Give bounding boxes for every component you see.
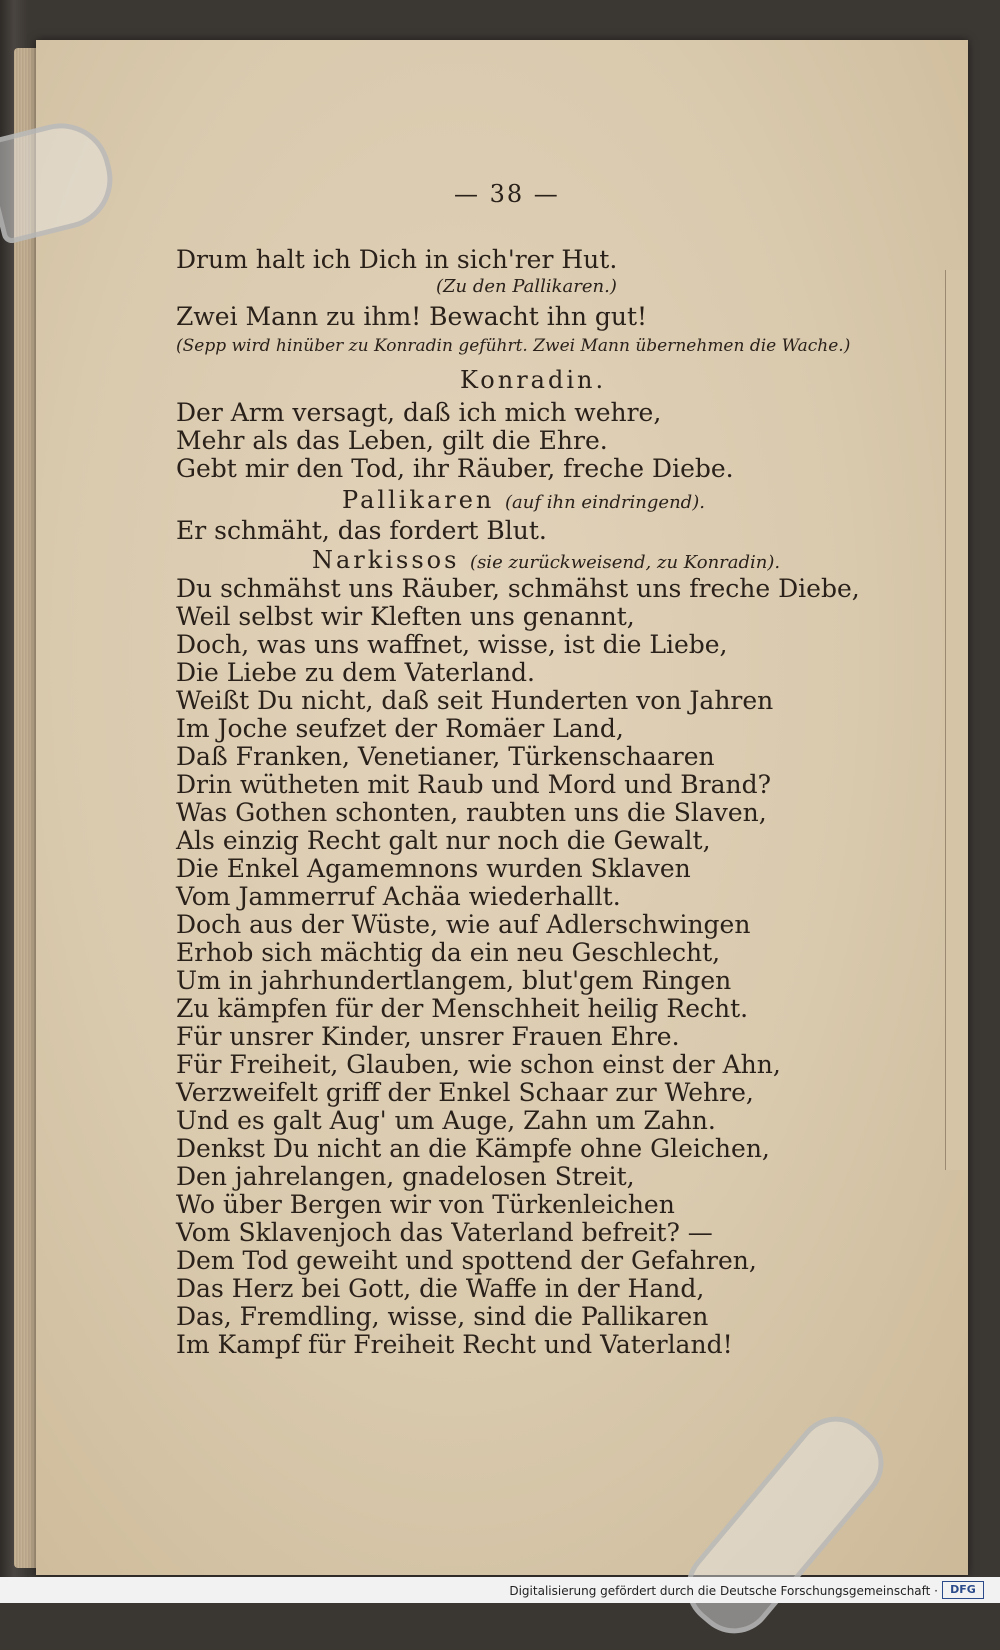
speaker-line (342, 486, 705, 514)
verse-line: Er schmäht, das fordert Blut. (176, 516, 547, 545)
verse-line: Du schmähst uns Räuber, schmähst uns freche Diebe, (176, 574, 860, 603)
stage-direction: (auf ihn eindringend). (505, 492, 705, 513)
verse-line: Die Liebe zu dem Vaterland. (176, 658, 535, 687)
verse-line: Drum halt ich Dich in sich'rer Hut. (176, 245, 618, 274)
verse-line: Dem Tod geweiht und spottend der Gefahren, (176, 1246, 757, 1275)
verse-line: Um in jahrhundertlangem, blut'gem Ringen (176, 966, 732, 995)
verse-line: Wo über Bergen wir von Türkenleichen (176, 1190, 675, 1219)
verse-line: Mehr als das Leben, gilt die Ehre. (176, 426, 608, 455)
speaker-name: Konradin. (460, 366, 607, 394)
verse-line: Drin wütheten mit Raub und Mord und Brand? (176, 770, 772, 799)
dfg-logo: DFG (942, 1581, 984, 1599)
verse-line: Doch aus der Wüste, wie auf Adlerschwingen (176, 910, 751, 939)
verse-line: Vom Jammerruf Achäa wiederhallt. (176, 882, 621, 911)
verse-line: Das, Fremdling, wisse, sind die Pallikaren (176, 1302, 709, 1331)
verse-line: Im Kampf für Freiheit Recht und Vaterland! (176, 1330, 733, 1359)
verse-line: Im Joche seufzet der Romäer Land, (176, 714, 624, 743)
verse-line: Vom Sklavenjoch das Vaterland befreit? — (176, 1218, 713, 1247)
verse-line: Denkst Du nicht an die Kämpfe ohne Gleichen, (176, 1134, 770, 1163)
verse-line: Das Herz bei Gott, die Waffe in der Hand, (176, 1274, 705, 1303)
verse-line: Für Freiheit, Glauben, wie schon einst der Ahn, (176, 1050, 781, 1079)
stage-direction: (Zu den Pallikaren.) (436, 276, 617, 297)
speaker-name: Pallikaren (342, 486, 495, 514)
verse-line: Gebt mir den Tod, ihr Räuber, freche Diebe. (176, 454, 734, 483)
verse-line: Für unsrer Kinder, unsrer Frauen Ehre. (176, 1022, 680, 1051)
verse-line: Verzweifelt griff der Enkel Schaar zur Wehre, (176, 1078, 754, 1107)
verse-line: Die Enkel Agamemnons wurden Sklaven (176, 854, 691, 883)
page-text (36, 40, 968, 1575)
speaker-line (312, 546, 780, 574)
verse-line: Zu kämpfen für der Menschheit heilig Recht. (176, 994, 749, 1023)
digitization-footer (0, 1577, 1000, 1603)
verse-line: Weißt Du nicht, daß seit Hunderten von Jahren (176, 686, 774, 715)
verse-line: Und es galt Aug' um Auge, Zahn um Zahn. (176, 1106, 716, 1135)
book-page (36, 40, 968, 1575)
stage-direction: (Sepp wird hinüber zu Konradin geführt. Zwei Mann übernehmen die Wache.) (176, 336, 851, 356)
verse-line: Den jahrelangen, gnadelosen Streit, (176, 1162, 635, 1191)
verse-line: Zwei Mann zu ihm! Bewacht ihn gut! (176, 302, 648, 331)
verse-line: Weil selbst wir Kleften uns genannt, (176, 602, 635, 631)
funding-notice: Digitalisierung gefördert durch die Deutsche Forschungsgemeinschaft · (509, 1584, 938, 1598)
verse-line: Als einzig Recht galt nur noch die Gewalt, (176, 826, 711, 855)
verse-line: Der Arm versagt, daß ich mich wehre, (176, 398, 662, 427)
verse-line: Erhob sich mächtig da ein neu Geschlecht, (176, 938, 721, 967)
verse-line: Was Gothen schonten, raubten uns die Slaven, (176, 798, 767, 827)
page-number: — 38 — (454, 180, 560, 208)
verse-line: Daß Franken, Venetianer, Türkenschaaren (176, 742, 715, 771)
speaker-name: Narkissos (312, 546, 460, 574)
verse-line: Doch, was uns waffnet, wisse, ist die Liebe, (176, 630, 728, 659)
stage-direction: (sie zurückweisend, zu Konradin). (470, 552, 781, 573)
